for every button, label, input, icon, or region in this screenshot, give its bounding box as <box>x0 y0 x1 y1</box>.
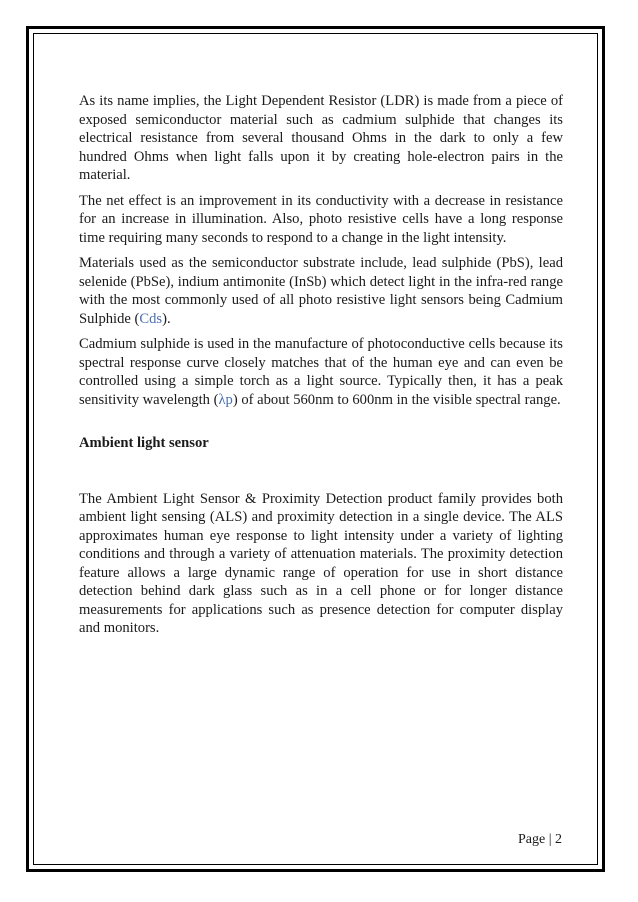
cadmium-text: Cadmium sulphide is used in the manufacture of photoconductive cells because its spectral response curve closely matches that of the human eye and can even be controlled using a simple torch as a light source. Typically then, it has a peak sensitivity wavelength ( <box>79 336 563 408</box>
paragraph-ldr-intro: As its name implies, the Light Dependent Resistor (LDR) is made from a piece of exposed semiconductor material such as cadmium sulphide that changes its electrical resistance from several thousand Ohms in the dark to only a few hundred Ohms when light falls upon it by creating hole-electron pairs in the material. <box>79 93 563 183</box>
materials-text: Materials used as the semiconductor substrate include, lead sulphide (PbS), lead selenide (PbSe), indium antimonite (InSb) which detect light in the infra-red range with the most commonly used of all photo resistive light sensors being Cadmium Sulphide ( <box>79 255 563 327</box>
materials-text-end: ). <box>162 310 171 327</box>
paragraph-net-effect: The net effect is an improvement in its conductivity with a decrease in resistance for an increase in illumination. Also, photo resistive cells have a long response time requiring many seconds to respond to a change in the light intensity. <box>79 192 563 246</box>
paragraph-materials <box>79 254 563 328</box>
cds-term: Cds <box>139 310 163 327</box>
page-number: Page | 2 <box>518 832 563 847</box>
paragraph-cadmium <box>79 335 563 409</box>
paragraph-als: The Ambient Light Sensor & Proximity Detection product family provides both ambient light sensing (ALS) and proximity detection in a single device. The ALS approximates human eye response to light intensity under a variety of lighting conditions and through a variety of attenuation materials. The proximity detection feature allows a large dynamic range of operation for use in short distance detection behind dark glass such as in a cell phone or for longer distance measurements for applications such as presence detection for computer display and monitors. <box>79 490 563 636</box>
document-body <box>79 92 563 645</box>
lambda-symbol: λp <box>218 391 233 408</box>
section-heading: Ambient light sensor <box>79 435 209 451</box>
cadmium-text-end: ) of about 560nm to 600nm in the visible spectral range. <box>232 391 561 408</box>
